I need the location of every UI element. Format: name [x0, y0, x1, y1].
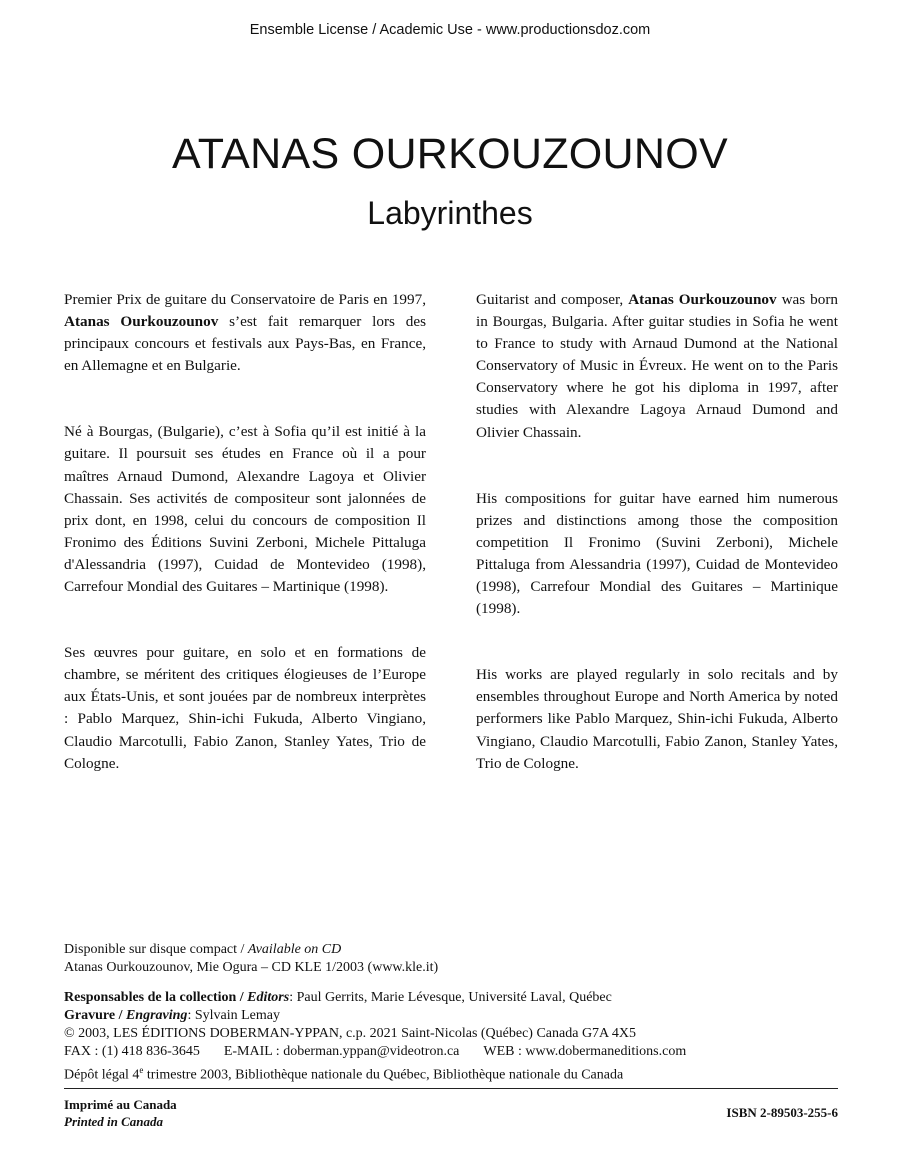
printed-en: Printed in Canada — [64, 1114, 163, 1129]
email: E-MAIL : doberman.yppan@videotron.ca — [223, 1044, 460, 1059]
divider — [64, 1088, 838, 1089]
editors-label-fr: Responsables de la collection — [64, 990, 237, 1005]
isbn: ISBN 2-89503-255-6 — [726, 1105, 838, 1120]
contact-line — [64, 1043, 838, 1061]
legal-deposit — [64, 1061, 838, 1085]
bio-en-text: Guitarist and composer, — [476, 291, 629, 308]
work-title: Labyrinthes — [367, 195, 533, 231]
editors-label-en: Editors — [247, 990, 290, 1005]
biography-french — [64, 289, 426, 775]
printed-fr: Imprimé au Canada — [64, 1097, 177, 1112]
printed-in — [64, 1096, 177, 1130]
bio-fr-paragraph-1 — [64, 289, 426, 377]
colophon — [64, 941, 838, 1085]
license-notice: Ensemble License / Academic Use - www.productionsdoz.com — [249, 22, 651, 38]
cd-availability — [64, 941, 838, 959]
editors-names: : Paul Gerrits, Marie Lévesque, Université Laval, Québec — [289, 990, 612, 1005]
website: WEB : www.dobermaneditions.com — [483, 1044, 687, 1059]
legal-deposit-superscript: e — [139, 1065, 144, 1075]
composer-name-bold: Atanas Ourkouzounov — [64, 313, 219, 331]
copyright: © 2003, LES ÉDITIONS DOBERMAN-YPPAN, c.p. 2021 Saint-Nicolas (Québec) Canada G7A 4X5 — [64, 1026, 637, 1041]
fax: FAX : (1) 418 836-3645 — [64, 1044, 200, 1059]
bio-en-paragraph-1 — [476, 289, 838, 444]
cd-info: Atanas Ourkouzounov, Mie Ogura – CD KLE 1/2003 (www.kle.it) — [64, 960, 439, 975]
biography-english — [476, 289, 838, 775]
bio-fr-text: s’est fait remarquer lors des principaux concours et festivals aux Pays-Bas, en France, en Allemagne et en Bulgarie. — [64, 313, 426, 375]
bio-en-paragraph-3: His works are played regularly in solo recitals and by ensembles throughout Europe and North America by noted performers like Pablo Marquez, Shin-ichi Fukuda, Alberto Vingiano, Claudio Marcotulli, Fabio Zanon, Stanley Yates, Trio de Cologne. — [476, 666, 838, 772]
legal-deposit-text: Dépôt légal 4 — [64, 1067, 140, 1083]
bio-fr-paragraph-2: Né à Bourgas, (Bulgarie), c’est à Sofia qu’il est initié à la guitare. Il poursuit ses études en France où il a pour maîtres Arnaud Dumond, Alexandre Lagoya et Olivier Chassain. Ses activités de compositeur sont jalonnées de prix dont, en 1998, celui du concours de composition Il Fronimo des Éditions Suvini Zerboni, Michele Pittaluga d'Alessandria (1997), Cuidad de Montevideo (1998), Carrefour Mondial des Guitares – Martinique (1998). — [64, 423, 426, 596]
cd-label-en: Available on CD — [247, 942, 342, 957]
bio-en-text: was born in Bourgas, Bulgaria. After guitar studies in Sofia he went to France to study with Arnaud Dumond at the National Conservatory of Music in Évreux. He went on to the Paris Conservatory where he got his diploma in 1997, after studies with Alexandre Lagoya Arnaud Dumond and Olivier Chassain. — [476, 291, 838, 441]
bio-fr-text: Premier Prix de guitare du Conservatoire de Paris en 1997, — [64, 291, 426, 308]
bio-fr-paragraph-3: Ses œuvres pour guitare, en solo et en formations de chambre, se méritent des critiques élogieuses de l’Europe aux États-Unis, et sont jouées par de nombreux interprètes : Pablo Marquez, Shin-ichi Fukuda, Alberto Vingiano, Claudio Marcotulli, Fabio Zanon, Stanley Yates, Trio de Cologne. — [64, 644, 426, 772]
engraving-line: Gravure / Engraving: Sylvain Lemay — [64, 1008, 280, 1023]
engraving-label-fr: Gravure — [64, 1008, 116, 1023]
legal-deposit-text: trimestre 2003, Bibliothèque nationale du Québec, Bibliothèque nationale du Canada — [143, 1067, 624, 1083]
cd-label-fr: Disponible sur disque compact / — [64, 942, 248, 957]
editors-line: Responsables de la collection / Editors: Paul Gerrits, Marie Lévesque, Université Laval, Québec — [64, 990, 612, 1005]
bio-en-paragraph-2: His compositions for guitar have earned him numerous prizes and distinctions among those the composition competition Il Fronimo (Suvini Zerboni), Michele Pittaluga from Alessandria (1997), Cuidad de Montevideo (1998), Carrefour Mondial des Guitares – Martinique (1998). — [476, 489, 838, 618]
composer-name: ATANAS OURKOUZOUNOV — [172, 130, 728, 178]
engraving-label-en: Engraving — [125, 1008, 188, 1023]
composer-name-bold: Atanas Ourkouzounov — [628, 291, 777, 308]
engraver-name: : Sylvain Lemay — [187, 1008, 280, 1023]
